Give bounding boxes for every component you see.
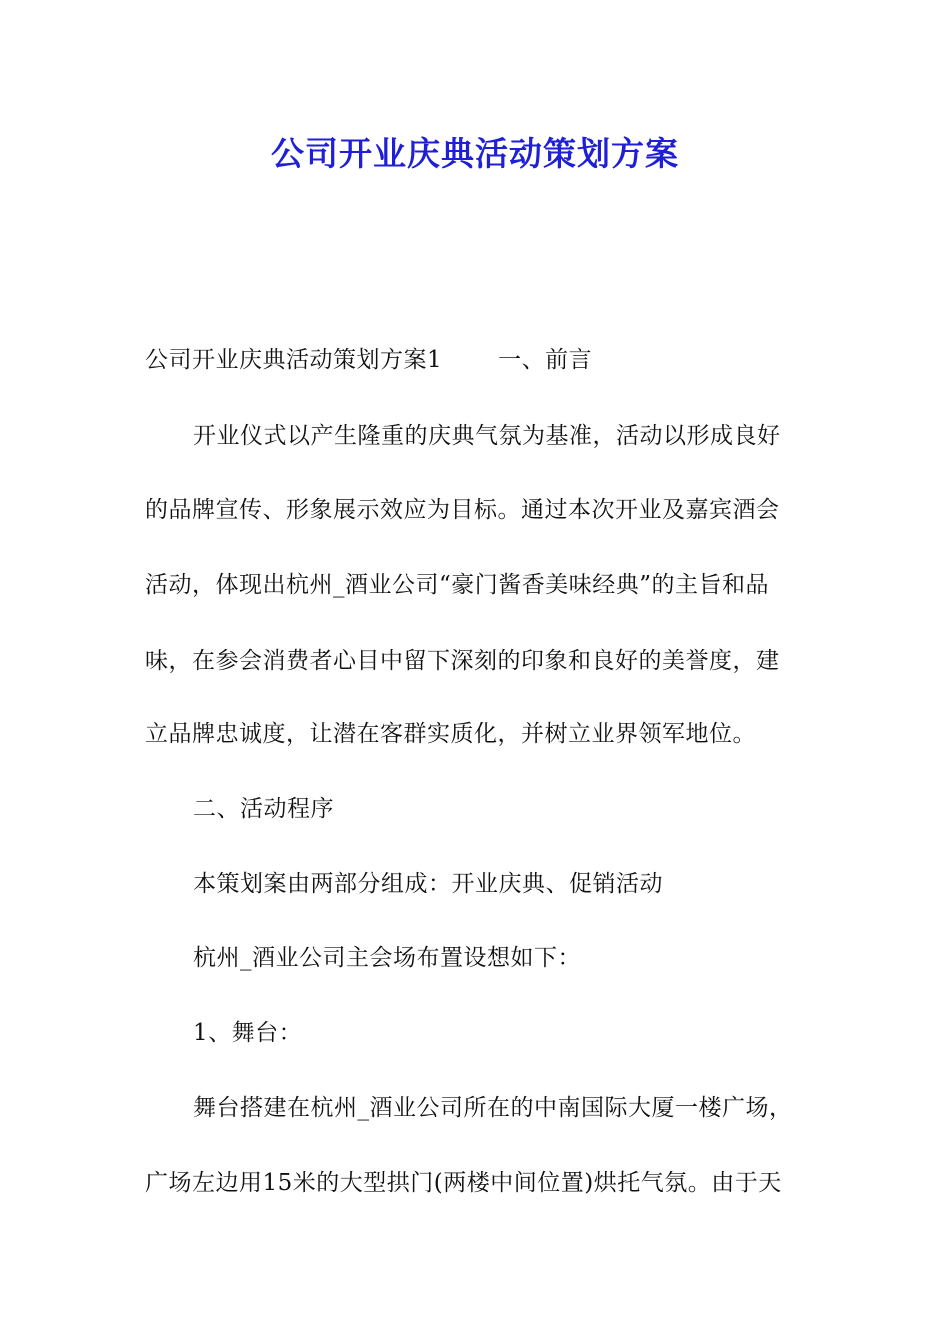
paragraph-line: 立品牌忠诚度，让潜在客群实质化，并树立业界领军地位。 (145, 721, 756, 747)
subsection-heading: 1、舞台： (193, 1020, 303, 1046)
paragraph-line: 本策划案由两部分组成：开业庆典、促销活动 (193, 871, 663, 897)
heading-line (145, 345, 592, 375)
paragraph-line: 开业仪式以产生隆重的庆典气氛为基准，活动以形成良好 (193, 423, 781, 449)
paragraph-line: 杭州_酒业公司主会场布置设想如下： (193, 945, 581, 971)
document-title: 公司开业庆典活动策划方案 (271, 134, 679, 173)
doc-label: 公司开业庆典活动策划方案1 (145, 347, 443, 373)
paragraph-line: 的品牌宣传、形象展示效应为目标。通过本次开业及嘉宾酒会 (145, 497, 780, 523)
paragraph-line: 舞台搭建在杭州_酒业公司所在的中南国际大厦一楼广场， (193, 1095, 793, 1121)
section-two-heading: 二、活动程序 (193, 796, 334, 822)
paragraph-line: 活动，体现出杭州_酒业公司“豪门酱香美味经典”的主旨和品 (145, 572, 770, 598)
paragraph-line: 广场左边用15米的大型拱门(两楼中间位置)烘托气氛。由于天 (145, 1170, 782, 1196)
paragraph-line: 味，在参会消费者心目中留下深刻的印象和良好的美誉度，建 (145, 648, 780, 674)
section-one-heading: 一、前言 (498, 347, 593, 373)
